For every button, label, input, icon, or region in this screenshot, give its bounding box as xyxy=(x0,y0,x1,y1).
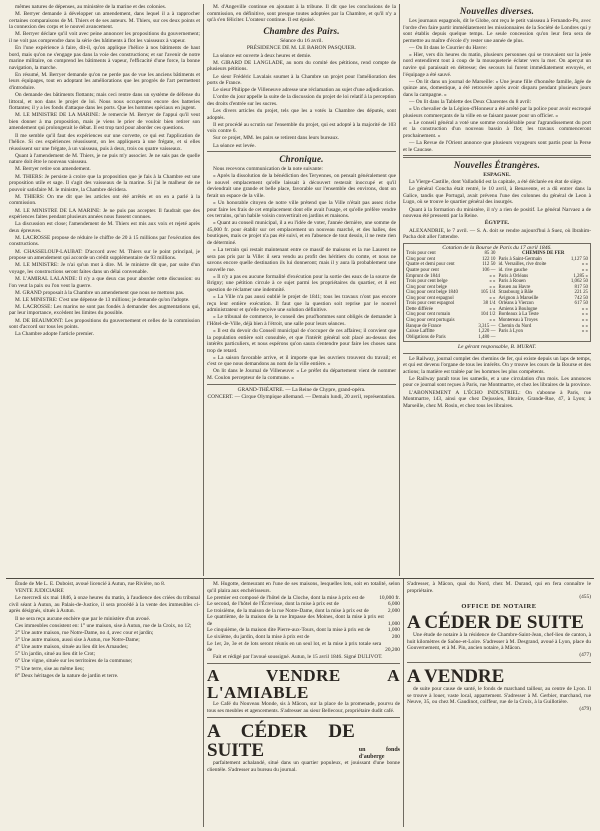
chambre-paragraph: L'ordre du jour appelle la suite de la discussion du projet de loi relatif à la perception des droits d'entrée sur les sucres. xyxy=(207,94,396,107)
debate-paragraph: M. DE BEAUMONT: Les propositions du gouvernement et celles de la commission sont d'accord sur tous les points. xyxy=(9,317,200,331)
chronique-paragraph: Nous recevons communication de la note suivante: xyxy=(213,166,323,173)
lot-price: 6,000 xyxy=(387,601,400,608)
bourse-label: Orléans à Vierzon xyxy=(498,301,534,307)
chronique-paragraph: « Le tribunal de commerce, le conseil des prud'hommes sont obligés de demander à l'Hôtel-de-Ville, déjà bien à l'étroit, une salle pour leurs séances. xyxy=(207,314,396,327)
bourse-label: Trois pour cent espagnol xyxy=(406,301,455,307)
chronique-paragraph: « La Ville n'a pas aussi oublié le projet de 1841; tous les travaux n'ont pas encore reçu leur entière exécution. Il faut que la question soit reprise par le nouvel administrateur et qu'elle reçoive une solution définitive. xyxy=(207,294,396,314)
bourse-railways xyxy=(499,251,589,340)
debate-paragraph: M. LE MINISTRE DE LA MARINE: Je remercie M. Berryer de l'appui qu'il veut bien donner à ma proposition, mais je viens le prier de vouloir bien retirer son amendement qui prolongerait le débat. Il est trop tard pour aborder ces questions. xyxy=(9,112,200,132)
column-middle xyxy=(204,4,400,576)
chronique-paragraph: On lit dans le Journal de Villeneuve: « Le préfet du département vient de nommer M. Coulon percepteur de la commune. » xyxy=(207,368,396,382)
section-title-nouvelles: Nouvelles diverses. xyxy=(459,6,535,16)
bourse-label: Banque de France xyxy=(406,323,442,329)
announcement-right xyxy=(404,579,594,827)
bourse-title: Cotation de la Bourse de Paris du 17 avril 1846. xyxy=(442,244,552,251)
bourse-label: Paris à Orléans xyxy=(498,273,529,279)
announcement-sale xyxy=(6,579,204,827)
railway-paragraph: Le Railway paraît tous les samedis, et a une circulation d'un mois. Les annonces pour ce journal sont reçues à Paris, rue Montmartre, et chez les libraires de la province. xyxy=(403,375,592,389)
ad-vendre-tailleur-title: A VENDRE xyxy=(407,665,505,687)
bourse-value: 112 50 xyxy=(482,262,496,268)
bourse-value: » » xyxy=(489,279,496,285)
bourse-label: Strasbourg à Bâle xyxy=(498,290,534,296)
intro-paragraph: mêmes natures de dépenses, au ministère de la marine et des colonies. xyxy=(15,4,167,10)
debate-paragraph: En résumé, M. Berryer demande qu'on ne perde pas de vue les anciens bâtiments et leurs équipages, tout en adoptant les améliorations que les progrès de l'art permettent d'introduire. xyxy=(9,71,200,91)
sale-line: 3° Une autre maison, aussi sise à Autun, rue Notre-Dame; xyxy=(15,636,140,643)
bourse-value: » » xyxy=(581,329,588,335)
bourse-value: » » xyxy=(581,323,588,329)
ad-ceder-text: parfaitement achalandé, situé dans un quartier populeux, et jouissant d'une bonne clientèle. S'adresser au bureau du journal. xyxy=(207,760,400,773)
bourse-right-head: CHEMINS DE FER xyxy=(522,251,565,257)
section-title-chambre: Chambre des Pairs. xyxy=(263,25,340,36)
notaire-number: (477) xyxy=(579,652,591,659)
chambre-paragraphs xyxy=(207,53,396,149)
lot-description: Le sixième, du jardin, dont la mise à prix est de xyxy=(207,633,310,640)
chronique-paragraph: « Quant au conseil municipal, il a eu l'idée de voter, l'année dernière, une somme de 45,000 fr. pour établir sur cet emplacement un nouveau marché, et des halles, des boutiques, mais ce projet n'a pas été suivi, et en l'absence de tout dessin, il ne reste rien de déterminé. xyxy=(207,220,396,246)
sale-line: 7° Une terre, sise au même lieu; xyxy=(15,665,85,672)
office-notaire-title: OFFICE DE NOTAIRE xyxy=(461,602,537,610)
ad-ceder-header xyxy=(207,719,400,760)
bourse-label: Obligations de Paris xyxy=(406,334,446,340)
bourse-label: Quatre pour cent xyxy=(406,268,439,274)
lots-signature: Fait et rédigé par l'avoué soussigné. Autun, le 15 avril 1846. Signé DULIVOT. xyxy=(213,653,383,660)
bourse-label: Cinq pour cent romain xyxy=(406,312,451,318)
sale-line: 2° Une autre maison, rue Notre-Dame, no 4, avec cour et jardin; xyxy=(15,629,154,636)
debate-paragraphs xyxy=(9,11,200,338)
debate-paragraph: Quant à l'amendement de M. Thiers, je ne puis m'y associer. Je ne sais pas de quelle nature doit être le nouveau vaisseau. xyxy=(9,152,200,166)
announcements-band xyxy=(6,578,594,827)
lot-price: 20,200 xyxy=(385,647,400,654)
lot-price: 10,000 fr. xyxy=(379,594,400,601)
bourse-label: Chemin du Nord xyxy=(498,323,532,329)
debate-paragraph: La Chambre adopte l'article premier. xyxy=(15,331,94,338)
chronique-paragraph: « La saison favorable arrive, et il importe que les ouvriers trouvent du travail; et c'est ce que nous demandons au nom de la ville entière. » xyxy=(207,354,396,368)
bourse-value: 106 — xyxy=(482,268,496,274)
nouvelles-paragraph: — La Revue de l'Orient annonce que plusieurs voyageurs sont partis pour la Perse et le Caucase. xyxy=(403,140,591,153)
bourse-value: 617 50 xyxy=(574,301,588,307)
bourse-label: Trois pour cent xyxy=(406,251,436,257)
sale-line: 6° Une vigne, située sur les territoires de la commune; xyxy=(15,658,133,665)
debate-paragraph: En l'une expérience à faire, dit-il, qu'on applique l'hélice à nos bâtiments de haut bord, mais qu'on ne s'engage pas dans la voie des constructions; et sur l'avenir de notre marine militaire, on comprend les bâtiments à vapeur, l'efficacité d'une force, la bonne navigation, la marche. xyxy=(9,45,200,71)
chronique-paragraph: « Après la dissolution de la bénédiction des Teryennes, on pensait généralement que le nouvel emplacement qu'elle laissait à découvert resterait inoccupé et qu'il deviendrait une grande et belle place, favorable sur l'ensemble des environs, dont on ferait un espace de la ville. xyxy=(207,173,396,199)
continuation-paragraph: M. d'Angeville continue en ajoutant à la tribune. Il dit que les conclusions de la commission, en définitive, sont presque toutes adoptées par la Chambre, et qu'il n'y a qu'à s'en féliciter. L'orateur continue. Il est épuisé. xyxy=(207,4,396,24)
sale-line: Ces immeubles consistent en: 1° une maison, sise à Autun, rue de la Croix, no 12; xyxy=(15,622,192,629)
bourse-label: Avignon à Marseille xyxy=(498,295,539,301)
ad-vendre-title: A VENDRE A L'AMIABLE xyxy=(207,666,400,703)
lot-price: 2,000 xyxy=(387,607,400,614)
chambre-paragraph: Le sieur Frédéric Lavalais soumet à la Chambre un projet pour l'amélioration des ports de France. xyxy=(207,73,396,87)
chronique-paragraph: « Un honorable citoyen de notre ville prétend que la Ville n'était pas assez riche pour faire les frais de cet emplacement dont elle avait l'usage, et qu'elle préfère vendre ces terrains, qu'un habile voisin convertirait en jardins et maisons. xyxy=(207,200,396,220)
bourse-value: » » xyxy=(489,284,496,290)
upper-columns xyxy=(6,4,594,576)
bourse-value: 38 1/4 xyxy=(483,301,496,307)
bourse-value: 1,480 — xyxy=(478,334,496,340)
bourse-value: 817 50 xyxy=(574,284,588,290)
bourse-columns xyxy=(406,251,588,340)
bourse-rentes xyxy=(406,251,496,340)
lots-intro: M. Hugotte, demeurant en l'une de ses maisons, lesquelles lots, soit en totalité, selon qu'il plaira aux enchérisseurs. xyxy=(207,581,400,594)
espagne-heading: ESPAGNE. xyxy=(483,171,511,178)
nouvelles-paragraphs xyxy=(403,18,591,153)
tailleur-number: (479) xyxy=(579,706,591,713)
double-divider xyxy=(403,155,591,158)
divider xyxy=(207,384,396,385)
debate-paragraph: On demande des bâtiments flottants; mais ceci rentre dans un système de défense du littoral, et non dans le projet de loi. Nous nous occuperons encore des batteries flottantes; il y a les fonds d'attaque dans les ports. Que les hommes spéciaux en jugent. xyxy=(9,92,200,112)
right-top-text: S'adresser, à Mâcon, quai du Nord, chez M. Durand, qui en fera connaître le propriétaire. xyxy=(407,581,591,594)
chambre-paragraph: La séance est levée. xyxy=(213,142,256,149)
ad-ceder-sub: un fonds d'auberge xyxy=(358,747,400,760)
ad-vendre-tailleur xyxy=(407,662,591,713)
bourse-label: Paris à Saint-Germain xyxy=(498,256,542,262)
bourse-value: 1,127 50 xyxy=(570,256,588,262)
bourse-row xyxy=(499,329,589,335)
chronique-paragraph: « Il n'y a pas eu aucune formalité d'exécution pour la sortie des eaux de la source de Brigny; une pétition circule à ce sujet parmi les propriétaires du quartier, et il est question de réclamer une indemnité. xyxy=(207,273,396,293)
bourse-label: Amiens à Boulogne xyxy=(498,306,538,312)
section-title-etrangeres: Nouvelles Étrangères. xyxy=(453,159,541,170)
bourse-railway-rows xyxy=(499,257,589,335)
bourse-value: 122 10 xyxy=(482,256,496,262)
espagne-paragraphs xyxy=(403,179,591,219)
debate-paragraph: M. LE MINISTRE: Je n'ai qu'un mot à dire. M. le ministre dit que, par suite d'un voyage, les constructions seront faites dans un délai convenable. xyxy=(9,262,200,275)
chambre-paragraph: M. GIRARD DE LANGLADE, au nom du comité des pétitions, rend compte de plusieurs pétitions. xyxy=(207,59,396,73)
chambre-paragraph: Sur ce projet, MM. les pairs se retirent dans leurs bureaux. xyxy=(213,135,340,142)
debate-paragraph: Il me semble qu'il faut des expériences sur une corvette, ce qui est l'application de l'hélice. Si ces expériences réussissent, on les appliquera à une frégate, et si elles réussissent sur une frégate, à un vaisseau, puis à deux, trois ou quatre vaisseaux. xyxy=(9,132,200,152)
ad-vendre-tailleur-text: de suite pour cause de santé, le fonds de marchand tailleur, au centre de Lyon. Il se trouve à louer, vaste local, appartement. S'adresser à M. Gerbier, marchand, rue Neuve, 35, ou chez M. Gaudinot, coiffeur, rue de la Croix, à la Guillotière. xyxy=(407,685,591,706)
bourse-value: 85 30 xyxy=(484,251,496,257)
section-title-chronique: Chronique. xyxy=(279,154,324,165)
bourse-value: 104 1/2 xyxy=(480,312,496,318)
debate-paragraph: M. THIERS: Je persiste à croire que la proposition que je fais à la Chambre est une proposition utile et sage. Il s'agit des vaisseaux de la marine. Si j'ai le malheur de ne pouvoir satisfaire M. le ministre, la Chambre décidera. xyxy=(9,173,200,193)
bourse-value: » » xyxy=(581,268,588,274)
chronique-paragraph: « Il est du devoir du Conseil municipal de s'occuper de ces affaires; il convient que la population entière soit consultée, et que l'intérêt général soit placé au-dessus des intérêts particuliers, et nous espérons qu'on saura s'entendre pour faire les choses sans trop de retard. xyxy=(207,328,396,354)
bourse-label: Rouen au Havre xyxy=(498,284,531,290)
bourse-label: Trois pour cent belge xyxy=(406,279,448,285)
bourse-label: Dette différée xyxy=(406,306,433,312)
bourse-label: Cinq pour cent espagnol xyxy=(406,295,454,301)
chambre-paragraph: La séance est ouverte à deux heures et demie. xyxy=(213,52,312,59)
sale-line: Il ne sera reçu aucune enchère que par le ministère d'un avoué. xyxy=(15,615,151,622)
bourse-value: » » xyxy=(581,317,588,323)
right-top-number: (455) xyxy=(579,594,591,601)
bourse-value: » » xyxy=(489,317,496,323)
ad-vendre-text: Le Café du Nouveau Monde, sis à Mâcon, sur la place de la promenade, pourvu de tous ses meubles et agencements. S'adresser au sieur Bellecour, propriétaire dudit café. xyxy=(207,701,400,714)
railway-paragraphs xyxy=(403,356,591,410)
sale-line: VENTE JUDICIAIRE xyxy=(15,588,64,595)
sale-lines xyxy=(9,581,200,679)
espagne-paragraph: Le général Concha était rentré, le 10 avril, à Benavente, et a dû entrer dans la Galice, tandis que Portugal, avait prévenu l'une des colonnes du général de Leon à Lugo, où se trouve le quartier général des insurgés. xyxy=(403,186,591,206)
ad-vendre-cafe xyxy=(207,663,400,714)
railway-paragraph: Le Railway, journal complet des chemins de fer, qui existe depuis un laps de temps, et qui est devenu l'organe de tous les intérêts. On y trouve les cours de la Bourse et des actions; la matière est traitée par les hommes les plus compétents. xyxy=(403,355,591,375)
lot-row xyxy=(207,614,400,627)
bourse-row xyxy=(406,335,496,341)
nouvelles-paragraph: — On lit dans un journal de Marseille: « Une jeune fille d'honnête famille, âgée de quinze ans, domestique, a été retrouvée après avoir disparu pendant plusieurs jours dans la campagne. » xyxy=(403,78,591,98)
lots-rows xyxy=(207,595,400,654)
debate-paragraph: M. L'AMIRAL LALANDE: Il n'y a que deux cas pour aborder cette discussion: ou l'on veut la paix ou l'on veut la guerre. xyxy=(9,275,200,289)
bourse-value: 1,285 » xyxy=(573,273,588,279)
sale-line: 8° Deux héritages de la nature de jardin et terre. xyxy=(15,672,119,679)
debate-paragraph: M. LACROSSE propose de réduire le chiffre de 20 à 15 millions par l'exécution des constructions. xyxy=(9,234,200,248)
debate-paragraph: M. Berryer déclare qu'il voit avec peine annoncer les propositions du gouvernement; il ne voit pas comprendre dans la série des bâtiments à flot les vaisseaux à vapeur. xyxy=(9,31,200,44)
debate-paragraph: La discussion est close; l'amendement de M. Thiers est mis aux voix et rejeté après deux épreuves. xyxy=(9,221,200,234)
egypte-heading: ÉGYPTE. xyxy=(484,220,510,227)
bourse-value: » » xyxy=(581,262,588,268)
bourse-table xyxy=(403,243,591,342)
lot-description: Le troisième, de la maison de la rue Notre-Dame, dont la mise à prix est de xyxy=(207,607,369,614)
chambre-paragraph: Le sieur Philippe de Villeneuve adresse une réclamation au sujet d'une adjudication. xyxy=(213,87,395,94)
debate-paragraph: M. GRAND proposait à la Chambre un amendement que nous ne mettons pas. xyxy=(15,289,185,296)
debate-paragraph: M. LE MINISTRE DE LA MARINE: Je ne puis pas accepter. Il faudrait que des expériences faites pendant plusieurs années nous fussent connues. xyxy=(9,207,200,221)
lot-price: 1,000 xyxy=(387,620,400,627)
lot-description: Le cinquième, de la maison dite Pierre-aux-Tours, dont la mise à prix est de xyxy=(207,627,371,634)
bourse-label: id. Versailles, rive droite xyxy=(498,262,547,268)
gerant-line: Le gérant responsable, B. MURAT. xyxy=(457,344,537,351)
debate-paragraph: M. CHASSELOUP-LAUBAT: D'accord avec M. Thiers sur le point principal, je propose un amendement qui accorde un crédit supplémentaire de 93 millions. xyxy=(9,248,200,262)
session-date: Séance du 16 avril. xyxy=(280,37,323,44)
column-left xyxy=(6,4,204,576)
bourse-value: 105 1/4 xyxy=(480,290,496,296)
presidency-line: PRÉSIDENCE DE M. LE BARON PASQUIER. xyxy=(246,45,357,52)
espagne-paragraph: Quant à la formation du ministère, il n'y a rien de positif. Le général Narvaez a de nouveau été pressenti par la Reine. xyxy=(403,206,591,220)
lot-description: Le quatrième, de la maison de la rue Impasse des Moines, dont la mise à prix est de xyxy=(207,614,384,627)
ad-ceder-notaire-title: A CÉDER DE SUITE xyxy=(407,612,584,634)
bourse-value: » » xyxy=(489,295,496,301)
bourse-value: 742 50 xyxy=(574,295,588,301)
bourse-value: » » xyxy=(489,306,496,312)
lot-price: 200 xyxy=(391,633,400,640)
bourse-label: Montereau à Troyes xyxy=(498,317,538,323)
espagne-paragraph: La Vierge-Castille, dont Valladolid est la capitale, a été déclarée en état de siège. xyxy=(409,179,583,186)
nouvelles-paragraph: « Le conseil général a voté une somme considérable pour l'agrandissement du port et la construction d'un nouveau bassin à flot; les travaux commenceront prochainement. » xyxy=(403,119,591,139)
bourse-value: » » xyxy=(581,306,588,312)
chronique-paragraphs xyxy=(207,166,396,381)
debate-paragraph: M. Berryer retire son amendement. xyxy=(15,166,91,173)
bourse-label: Emprunt de 1844 xyxy=(406,273,440,279)
nouvelles-paragraph: Les journaux espagnols, dit le Globe, ont reçu le petit vaisseau à Fernando-Po, avec l'ordre d'en faire partir immédiatement les missionnaires de la Société de Londres qui y sont établis depuis quelque temps. Le seule concession qu'on leur fera sera de permettre au maître d'école d'y rester une année de plus. xyxy=(403,18,592,44)
sale-line: 4° Une autre maison, située au lieu dit les Arnaudes; xyxy=(15,644,128,651)
bourse-label: Paris à Lyon xyxy=(498,329,523,335)
egypte-paragraph: ALEXANDRIE, le 7 avril. — S. A. doit se rendre aujourd'hui à Suez, où Ibrahim-Pacha doit aller l'attendre. xyxy=(403,227,591,241)
bourse-label: Paris à Rouen xyxy=(498,279,526,285)
ad-ceder-auberge xyxy=(207,717,400,773)
nouvelles-paragraph: — On lit dans la Tablette des Deux Charentes du 8 avril: xyxy=(409,98,532,105)
bourse-label: Cinq pour cent belge xyxy=(406,284,447,290)
bourse-label: Bordeaux à La Teste xyxy=(498,312,539,318)
railway-paragraph: L'ABONNEMENT A L'ÉCHO INDUSTRIEL: On s'abonne à Paris, rue Montmartre, 143, ainsi que chez Dejussieu, libraire, Grande-Rue, 47, à Lyon; à Marseille, chez M. Rosin, et chez tous les libraires. xyxy=(403,389,591,409)
bourse-label: Caisse Laffitte xyxy=(406,329,435,335)
nouvelles-paragraph: « Un chevalier de la Légion-d'Honneur a été arrêté par la police pour avoir escroqué plusieurs commerçants de la ville en se faisant passer pour un officier. » xyxy=(403,106,591,119)
lot-description: Le 1er, 2e, 3e et 4e lots seront réunis en un seul lot, et la mise à prix totale sera de xyxy=(207,640,382,654)
theatre-line: CONCERT. — Cirque Olympique allemand. — Demain lundi, 20 avril, représentation. xyxy=(207,393,396,400)
bourse-label: Cinq pour cent portugais xyxy=(406,317,455,323)
divider xyxy=(403,353,591,354)
bourse-value: 1,220 — xyxy=(478,329,496,335)
divider xyxy=(207,151,396,152)
bourse-value: » » xyxy=(581,312,588,318)
debate-paragraph: M. LE MINISTRE: C'est une dépense de 13 millions; je demande qu'on l'adopte. xyxy=(15,296,190,303)
debate-paragraph: M. LACROSSE: Les marins ne sont pas fondés à demander des augmentations qui, par leur importance, excèdent les limites du possible. xyxy=(9,303,200,317)
sale-line: 5° Un jardin, situé au lieu dit le Crot; xyxy=(15,651,96,658)
column-right xyxy=(400,4,594,576)
bourse-value: » » xyxy=(489,273,496,279)
chronique-paragraph: « La terrain qui restait maintenant entre ce massif de maisons et la rue Laurent ne sera pas pris par la Ville: il sera vendu au profit des héritiers du comte, et nous ne savons encore quelle destination ils lui donneront; mais il y aura là probablement une nouvelle rue. xyxy=(207,247,396,273)
chambre-paragraph: Les divers articles du projet, tels que les a votés la Chambre des députés, sont adoptés. xyxy=(207,108,396,121)
bourse-label: Cinq pour cent xyxy=(406,256,436,262)
lot-price: 1,000 xyxy=(387,627,400,634)
right-top-row xyxy=(407,581,591,594)
theatre-title: GRAND-THÉATRE. — La Reine de Chypre, grand-opéra. xyxy=(237,386,366,393)
announcement-lots xyxy=(204,579,404,827)
bourse-value: 3,315 — xyxy=(478,323,496,329)
ad-ceder-notaire-text: Une étude de notaire à la résidence de Chambre-Saint-Jean, chef-lieu de canton, à huit kilomètres de Saône-et-Loire. S'adresser à M. Desgrand, avoué à Lyon, place du Gouvernement, et à M. Pin, ancien notaire, à Mâcon. xyxy=(407,632,591,652)
sale-line: Le mercredi six mai 1846, à onze heures du matin, à l'audience des criées du tribunal civil séant à Autun, au Palais-de-Justice, il sera procédé à la vente des immeubles ci-après désignés, situés à Autun. xyxy=(9,595,200,615)
chambre-paragraph: Il est procédé au scrutin sur l'ensemble du projet, qui est adopté à la majorité de 103 voix contre 6. xyxy=(207,121,396,135)
debate-paragraph: M. THIERS: On me dit que les articles ont été arrêtés et on en a parlé à la commission. xyxy=(9,193,200,207)
sale-line: Étude de Me L. E. Duboist, avoué licencié à Autun, rue Rivière, no 8. xyxy=(15,581,166,587)
lot-row xyxy=(207,641,400,654)
debate-paragraph: M. Berryer demande à développer un amendement, dans lequel il a à rapprocher certaines comparaisons de M. Thiers et de ses auteurs. M. Thiers, sur ces deux points et la connexion des corps et le nouvel avancement. xyxy=(9,11,200,31)
bourse-value: 221 25 xyxy=(574,290,588,296)
bourse-label: Cinq pour cent belge 1840 xyxy=(406,290,458,296)
bourse-label: Quatre et demi pour cent xyxy=(406,262,455,268)
nouvelles-paragraph: « Hier, vers dix heures du matin, plusieurs personnes qui se trouvaient sur la jetée nord entendirent tout à coup de la mousqueterie éclater vers la mer. On aperçut un navire qui paraissait en détresse; des secours lui furent immédiatement envoyés, et l'équipage a été sauvé. xyxy=(403,51,591,78)
bourse-value: 1,062 50 xyxy=(570,279,588,285)
lot-description: Le second, de l'hôtel de l'Écrevisse, dont la mise à prix est de xyxy=(207,601,339,608)
bourse-label: id. rive gauche xyxy=(498,268,528,274)
lot-description: Le premier est composé de l'hôtel de la Cloche, dont la mise à prix est de xyxy=(207,594,365,601)
ad-ceder-title: A CÉDER DE SUITE xyxy=(207,721,355,762)
nouvelles-paragraph: — On lit dans le Courrier du Havre: xyxy=(409,44,487,51)
